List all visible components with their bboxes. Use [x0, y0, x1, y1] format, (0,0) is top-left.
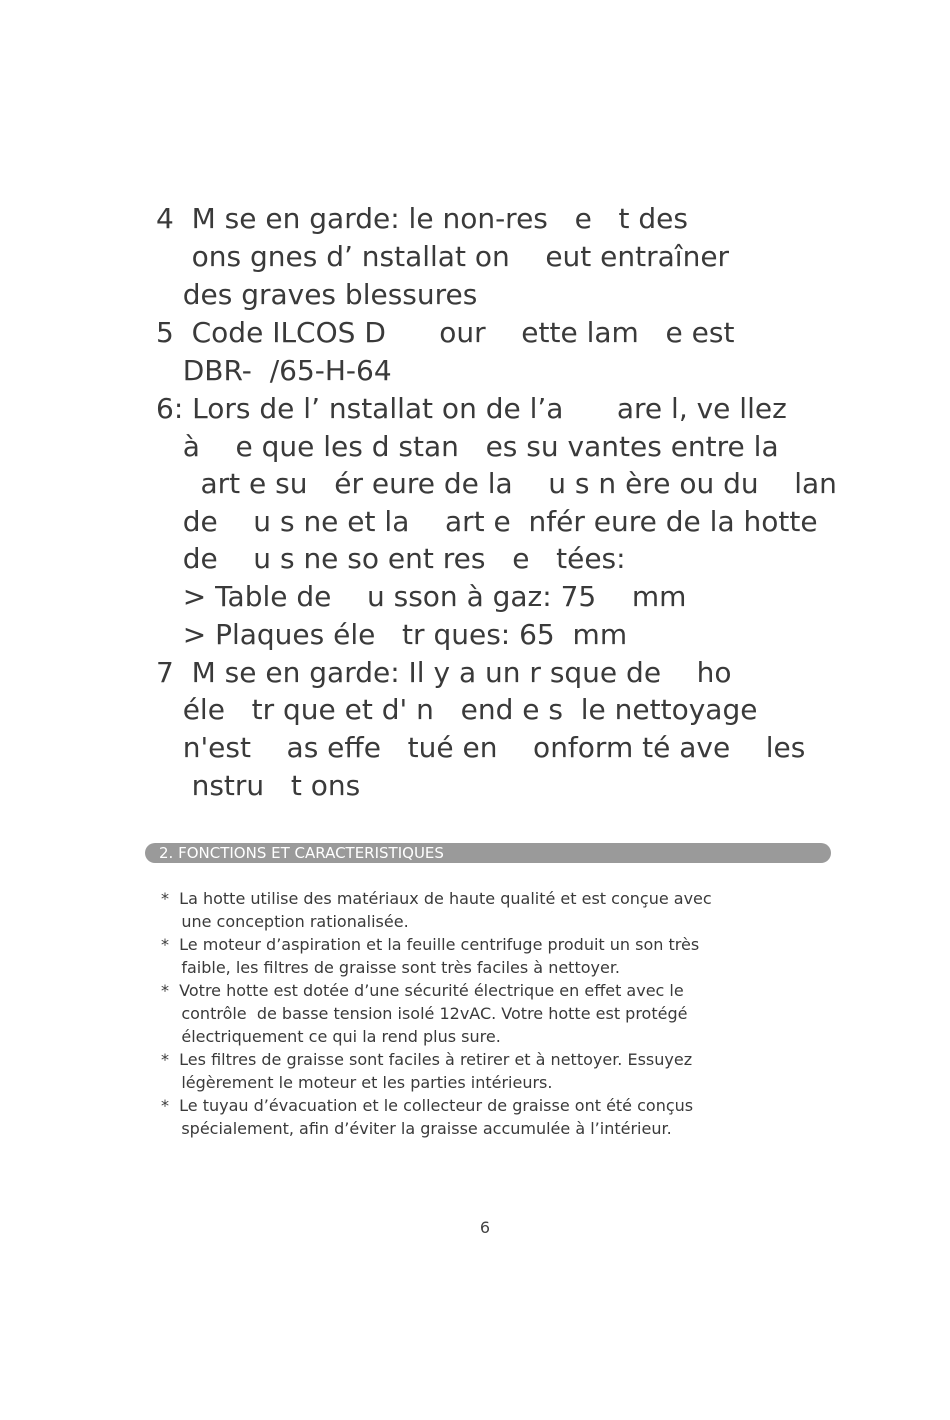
warning-line: n'est as effe tué en onform té ave les: [156, 731, 806, 764]
warning-line: 4 M se en garde: le non-res e t des: [156, 202, 688, 235]
warning-line: 6: Lors de l’ nstallat on de l’a are l, ve llez: [156, 392, 787, 425]
warning-line: des graves blessures: [156, 278, 478, 311]
feature-line: * Le moteur d’aspiration et la feuille centrifuge produit un son très: [161, 935, 700, 954]
warning-line: de u s ne et la art e nfér eure de la hotte: [156, 505, 818, 538]
warning-line: nstru t ons: [156, 769, 361, 802]
feature-line: légèrement le moteur et les parties intérieurs.: [161, 1073, 553, 1092]
warning-line: DBR- /65-H-64: [156, 354, 392, 387]
feature-line: * Les filtres de graisse sont faciles à retirer et à nettoyer. Essuyez: [161, 1050, 693, 1069]
warning-line: éle tr que et d' n end e s le nettoyage: [156, 693, 758, 726]
warning-line: 5 Code ILCOS D our ette lam e est: [156, 316, 735, 349]
feature-line: contrôle de basse tension isolé 12vAC. Votre hotte est protégé: [161, 1004, 688, 1023]
feature-line: spécialement, afin d’éviter la graisse accumulée à l’intérieur.: [161, 1119, 672, 1138]
section-header-bar: [145, 843, 831, 863]
warning-line: de u s ne so ent res e tées:: [156, 542, 626, 575]
warning-line: à e que les d stan es su vantes entre la: [156, 430, 779, 463]
feature-line: * Le tuyau d’évacuation et le collecteur de graisse ont été conçus: [161, 1096, 694, 1115]
feature-line: une conception rationalisée.: [161, 912, 409, 931]
feature-line: * La hotte utilise des matériaux de haute qualité et est conçue avec: [161, 889, 712, 908]
feature-line: faible, les filtres de graisse sont très faciles à nettoyer.: [161, 958, 621, 977]
warning-line: 7 M se en garde: Il y a un r sque de ho: [156, 656, 732, 689]
warning-line: art e su ér eure de la u s n ère ou du lan: [156, 467, 837, 500]
page-number: 6: [479, 1218, 491, 1237]
feature-line: électriquement ce qui la rend plus sure.: [161, 1027, 501, 1046]
warning-line: > Plaques éle tr ques: 65 mm: [156, 618, 628, 651]
warning-line: > Table de u sson à gaz: 75 mm: [156, 580, 687, 613]
section-title: 2. FONCTIONS ET CARACTERISTIQUES: [159, 844, 444, 862]
warning-line: ons gnes d’ nstallat on eut entraîner: [156, 240, 730, 273]
feature-line: * Votre hotte est dotée d’une sécurité électrique en effet avec le: [161, 981, 684, 1000]
